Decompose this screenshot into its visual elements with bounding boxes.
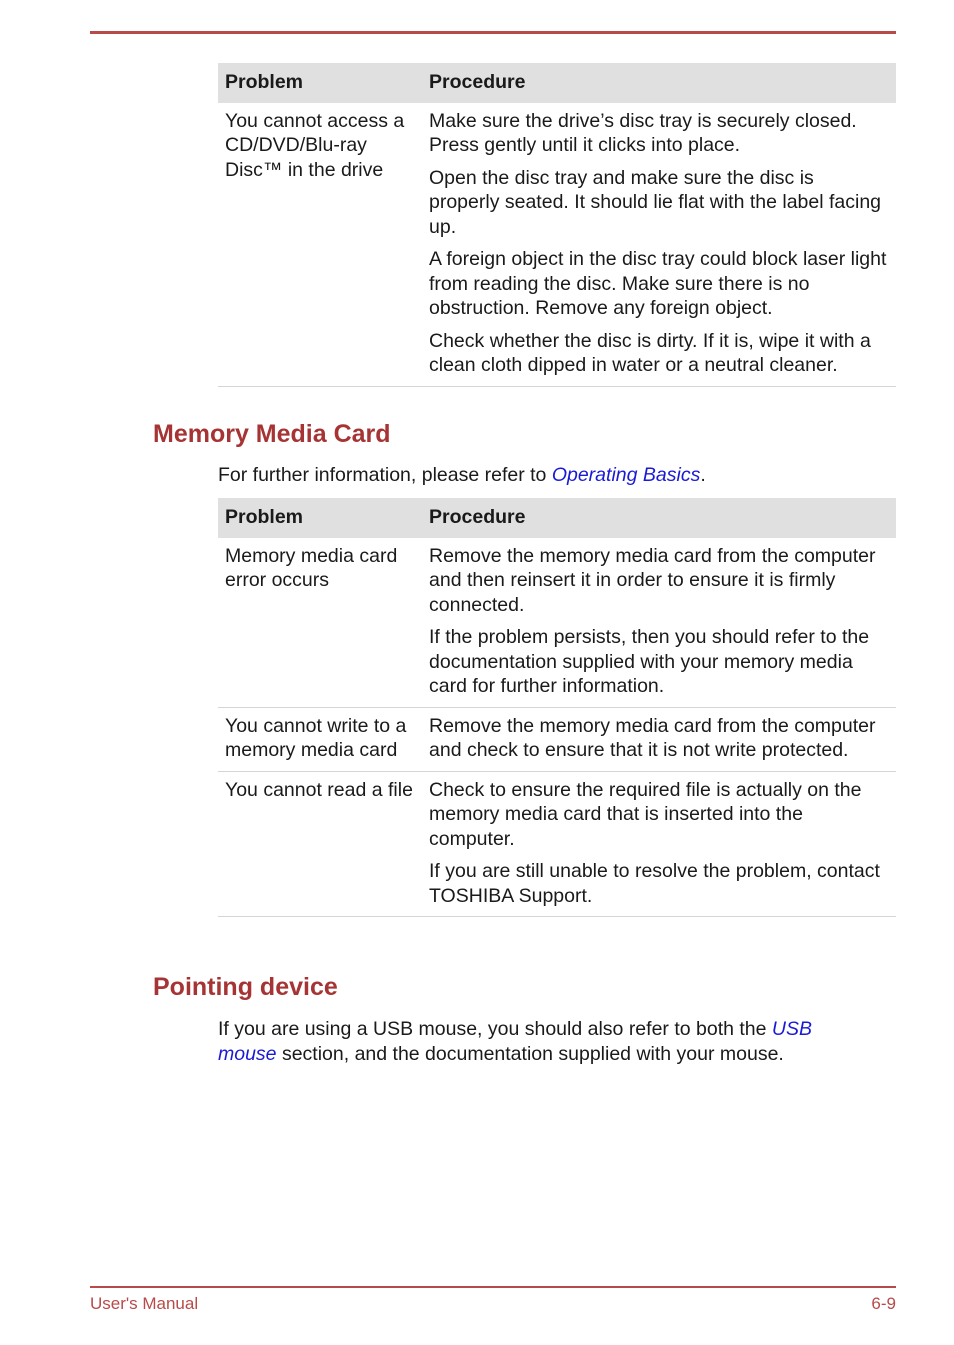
procedure-cell <box>422 103 896 387</box>
pointing-text-end: section, and the documentation supplied with your mouse. <box>276 1042 784 1065</box>
problem-cell: You cannot read a file <box>218 771 422 917</box>
table-header-row <box>218 63 896 103</box>
intro-text: For further information, please refer to <box>218 464 552 486</box>
procedure-step: Open the disc tray and make sure the disc is properly seated. It should lie flat with the label facing up. <box>429 166 882 238</box>
pointing-device-text <box>218 1017 848 1066</box>
procedure-step: Remove the memory media card from the computer and then reinsert it in order to ensure it is firmly connected. <box>429 544 876 616</box>
intro-end: . <box>700 464 706 486</box>
column-header-procedure: Procedure <box>422 63 896 103</box>
procedure-step: If the problem persists, then you should refer to the documentation supplied with your memory media card for further information. <box>429 626 870 697</box>
problem-cell: Memory media card error occurs <box>218 538 422 708</box>
memory-card-problem-table <box>218 498 896 917</box>
procedure-cell <box>422 707 896 771</box>
footer-manual-title: User's Manual <box>90 1294 199 1313</box>
column-header-problem: Problem <box>218 498 422 538</box>
procedure-cell <box>422 538 896 708</box>
table-row <box>218 771 896 917</box>
procedure-step: Check to ensure the required file is actually on the memory media card that is inserted into the computer. <box>429 778 862 850</box>
column-header-procedure: Procedure <box>422 498 896 538</box>
column-header-problem: Problem <box>218 63 422 103</box>
problem-cell: You cannot write to a memory media card <box>218 707 422 771</box>
footer-page-number: 6-9 <box>871 1294 896 1313</box>
memory-intro-text <box>218 463 858 488</box>
table-row <box>218 103 896 387</box>
operating-basics-link[interactable]: Operating Basics <box>551 464 701 486</box>
pointing-text: If you are using a USB mouse, you should also refer to both the <box>218 1018 772 1040</box>
procedure-cell <box>422 771 896 917</box>
procedure-step: If you are still unable to resolve the problem, contact TOSHIBA Support. <box>429 860 880 907</box>
table-row <box>218 538 896 708</box>
footer-rule <box>90 1286 896 1288</box>
table-row <box>218 707 896 771</box>
problem-cell: You cannot access a CD/DVD/Blu-ray Disc™ in the drive <box>218 103 422 387</box>
procedure-step: Make sure the drive’s disc tray is securely closed. Press gently until it clicks into place. <box>429 109 857 156</box>
procedure-step: Check whether the disc is dirty. If it is, wipe it with a clean cloth dipped in water or a neutral cleaner. <box>429 329 871 376</box>
optical-drive-problem-table <box>218 63 896 387</box>
procedure-step: A foreign object in the disc tray could block laser light from reading the disc. Make sure there is no obstruction. Remove any foreign object. <box>429 248 887 319</box>
section-title-memory-media-card: Memory Media Card <box>153 420 391 448</box>
procedure-step: Remove the memory media card from the computer and check to ensure that it is not write protected. <box>429 714 876 761</box>
usb-mouse-link[interactable]: USB mouse <box>218 1018 813 1065</box>
table-header-row <box>218 498 896 538</box>
section-title-pointing-device: Pointing device <box>153 973 338 1001</box>
header-rule <box>90 31 896 34</box>
